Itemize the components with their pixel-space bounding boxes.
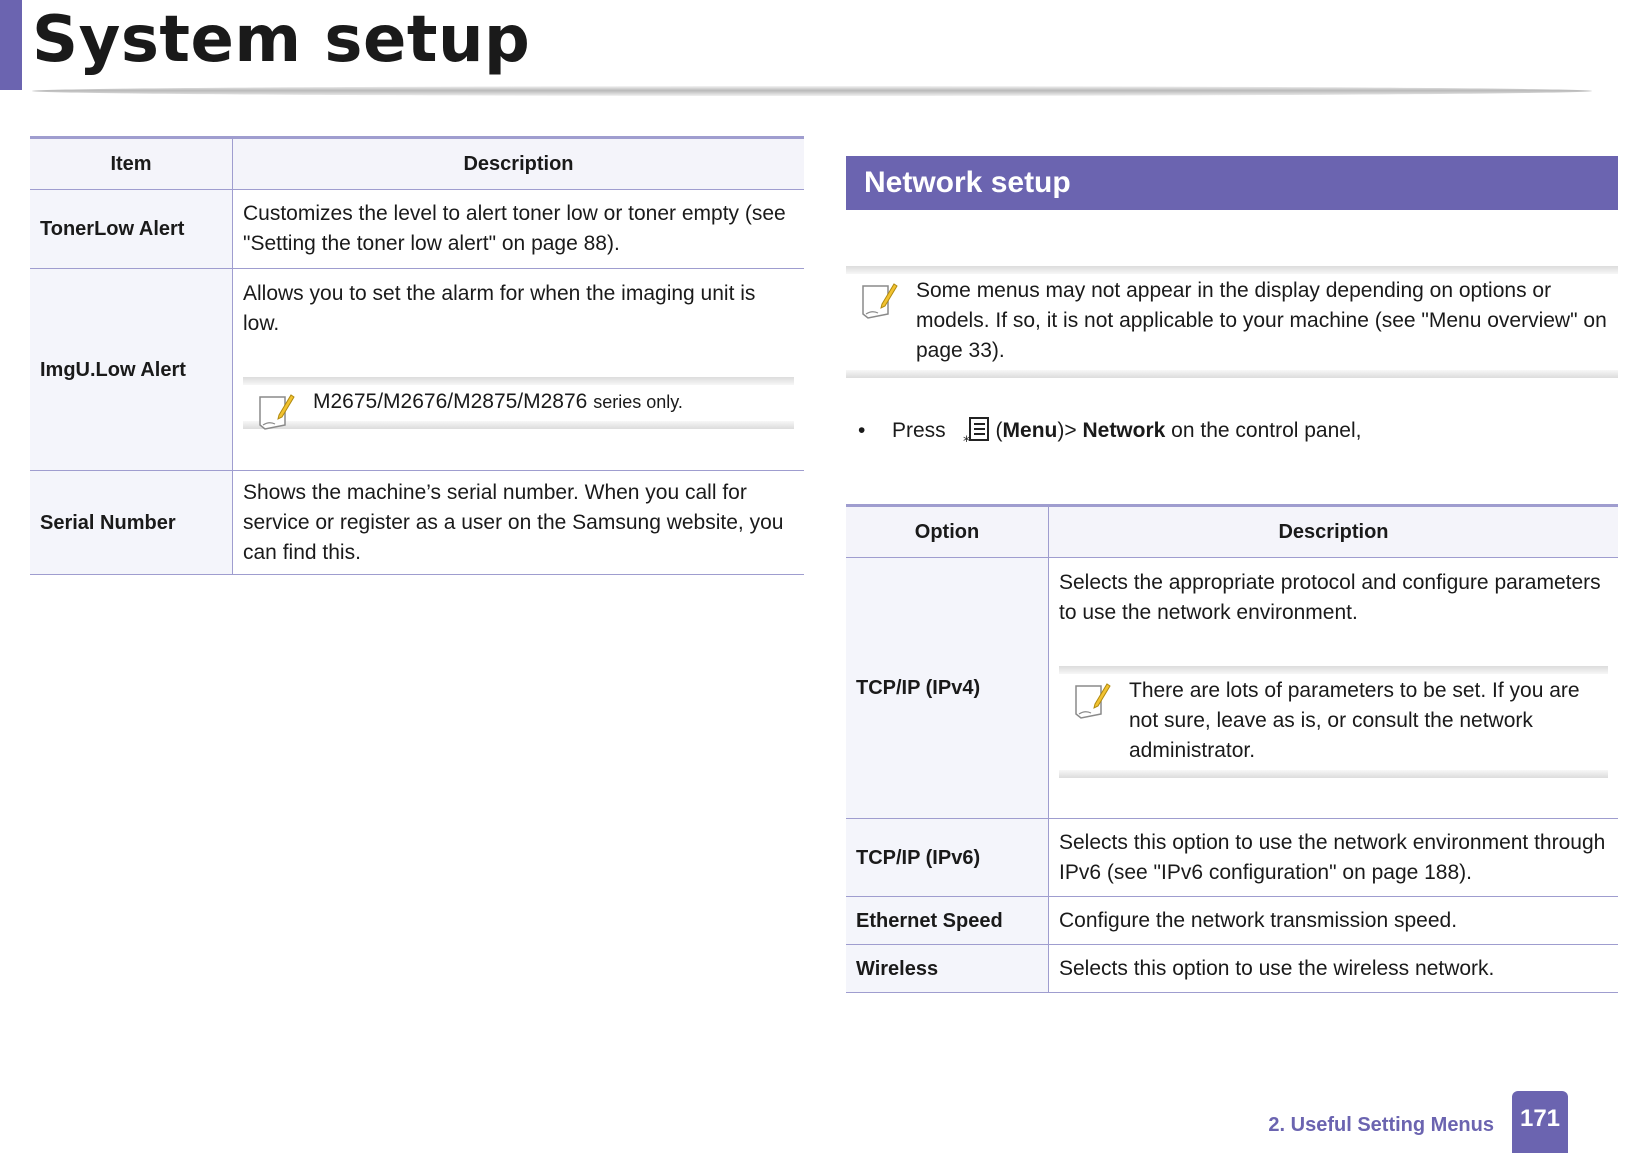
row-option: Ethernet Speed [846,897,1049,945]
note-pen-icon [257,391,295,431]
row-description: Allows you to set the alarm for when the imaging unit is low. [243,282,756,335]
row-description: Customizes the level to alert toner low or toner empty (see "Setting the toner low alert" on page 88). [233,190,805,269]
note-text: There are lots of parameters to be set. If you are not sure, leave as is, or consult the network administrator. [1129,679,1580,762]
left-settings-table [30,136,804,575]
table-row [30,471,804,575]
column-header-description: Description [1049,506,1619,558]
table-row [846,897,1618,945]
table-row [846,945,1618,993]
row-description: Configure the network transmission speed. [1049,897,1619,945]
svg-text:*: * [962,434,970,447]
press-suffix: on the control panel, [1171,419,1362,442]
network-options-table [846,504,1618,993]
menu-button-icon [962,416,992,446]
bullet: • [858,419,866,442]
row-item: Serial Number [30,471,233,575]
row-description: Selects the appropriate protocol and configure parameters to use the network environment. [1059,571,1601,624]
menu-label: Menu [1002,419,1058,442]
row-option: Wireless [846,945,1049,993]
instruction-line: • Press * (Menu)> Network on the control panel, [858,414,1361,448]
table-row [30,190,804,269]
row-description: Selects this option to use the network environment through IPv6 (see "IPv6 configuration" on page 188). [1049,819,1619,897]
press-separator: > [1064,419,1077,442]
title-divider [32,86,1592,96]
table-row [30,269,804,471]
note-box [846,258,1618,386]
note-pen-icon [860,280,898,320]
page-number: 171 [1512,1091,1568,1153]
row-description: Shows the machine’s serial number. When you call for service or register as a user on the Samsung website, you can find this. [233,471,805,575]
note-suffix: series only. [593,392,683,412]
note-pen-icon [1073,680,1111,720]
section-heading-network-setup: Network setup [846,156,1618,210]
table-row [846,558,1618,819]
footer-chapter: 2. Useful Setting Menus [1268,1114,1494,1136]
press-prefix: Press [892,419,946,442]
note-box [243,369,794,437]
row-description: Selects this option to use the wireless network. [1049,945,1619,993]
note-models: M2675/M2676/M2875/M2876 [313,390,588,413]
note-text: Some menus may not appear in the display depending on options or models. If so, it is not applicable to your machine (see "Menu overview" on page 33). [916,279,1607,362]
column-header-item: Item [30,138,233,190]
column-header-option: Option [846,506,1049,558]
table-row [846,819,1618,897]
network-label: Network [1082,419,1166,442]
row-item: ImgU.Low Alert [30,269,233,471]
note-box [1059,658,1608,786]
row-item: TonerLow Alert [30,190,233,269]
row-option: TCP/IP (IPv4) [846,558,1049,819]
page-title: System setup [32,3,531,77]
column-header-description: Description [233,138,805,190]
row-option: TCP/IP (IPv6) [846,819,1049,897]
title-accent-bar [0,0,22,90]
